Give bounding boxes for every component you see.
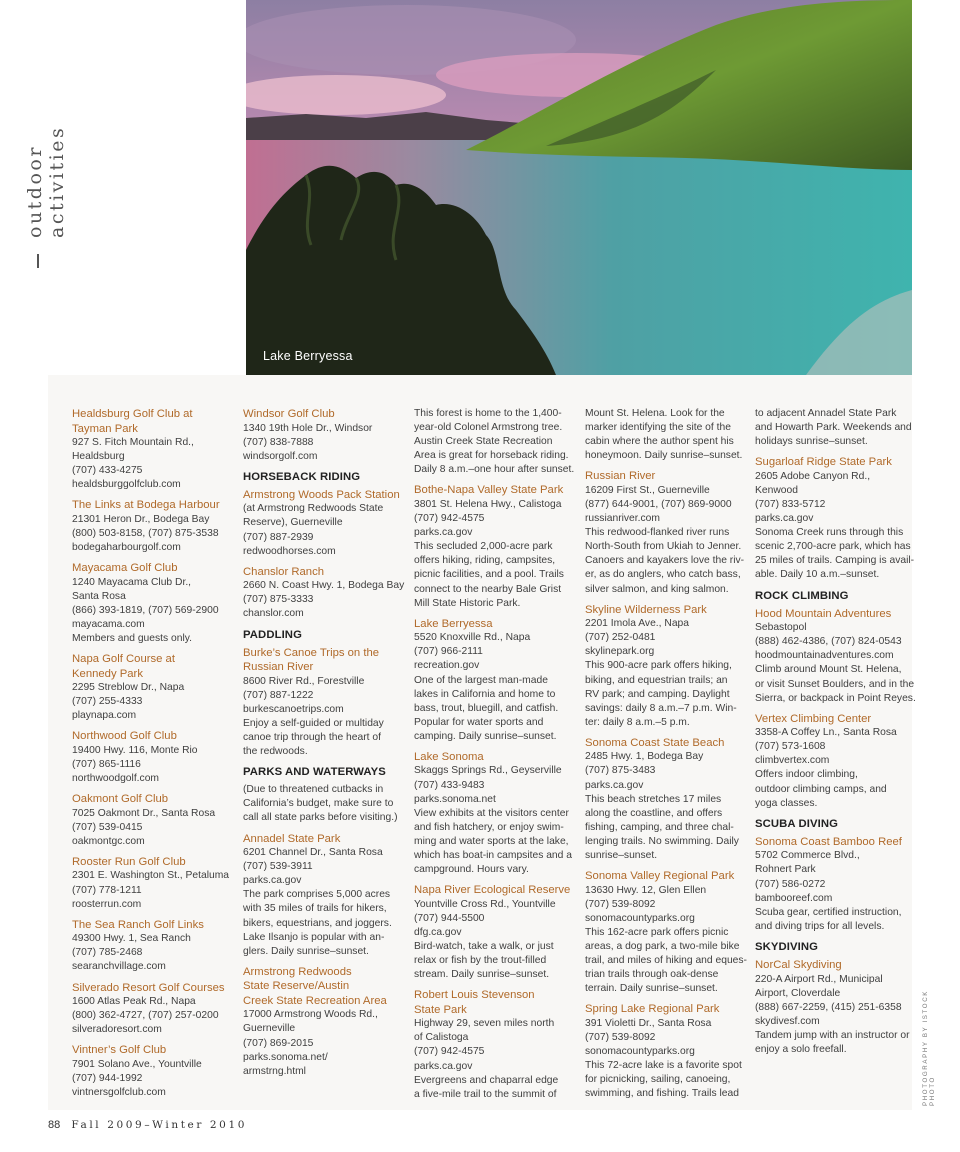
listing-detail-line: (888) 462-4386, (707) 824-0543: [755, 636, 902, 648]
listing-detail-line: This 162-acre park offers picnic: [585, 926, 729, 938]
listing-detail-line: Daily 8 a.m.–one hour after sunset.: [414, 464, 575, 476]
category-heading: HORSEBACK RIDING: [243, 470, 361, 483]
listing-detail-line: the redwoods.: [243, 746, 308, 758]
listing-detail-line: cabin where the author spent his: [585, 436, 734, 448]
listing-detail-line: (707) 865-1116: [72, 759, 141, 770]
listing-detail-line: playnapa.com: [72, 710, 137, 722]
listing-detail-line: Canoers and kayakers love the riv-: [585, 555, 745, 567]
listing-detail-line: trail, and miles of hiking and eques-: [585, 955, 747, 967]
listing-name: Vintner’s Golf Club: [72, 1044, 167, 1057]
listing-detail-line: Area is great for horseback riding.: [414, 450, 569, 462]
listing-entry: [243, 783, 405, 825]
listing-detail-line: (Due to threatened cutbacks in: [243, 784, 384, 796]
listing-detail-line: (707) 539-8092: [585, 1031, 656, 1043]
listing-detail-line: fishing, camping, and three chal-: [585, 821, 734, 833]
category-heading: SKYDIVING: [755, 940, 819, 953]
category-heading: SCUBA DIVING: [755, 817, 839, 830]
listing-name: Oakmont Golf Club: [72, 793, 169, 806]
listing-detail-line: sonomacountyparks.org: [585, 1046, 695, 1058]
listing-detail-line: roosterrun.com: [72, 898, 142, 910]
listing-entry: [755, 407, 917, 449]
listing-column-5: [755, 407, 917, 1063]
listing-name: The Sea Ranch Golf Links: [72, 918, 204, 931]
listing-detail-line: North-South from Ukiah to Jenner.: [585, 541, 742, 553]
listing-detail-line: 391 Violetti Dr., Santa Rosa: [585, 1017, 712, 1029]
listing-detail-line: (707) 433-4275: [72, 465, 143, 477]
listing-detail-line: This 900-acre park offers hiking,: [585, 660, 732, 672]
listing-detail-line: canoe trip through the heart of: [243, 732, 381, 743]
listing-detail-line: Members and guests only.: [72, 633, 192, 645]
listing-detail-line: (707) 539-3911: [243, 861, 313, 873]
listing-detail-line: terrain. Daily sunrise–sunset.: [585, 983, 718, 995]
listing-detail-line: 1340 19th Hole Dr., Windsor: [243, 422, 373, 434]
listing-detail-line: Mill State Historic Park.: [414, 597, 521, 609]
listing-detail-line: parks.ca.gov: [243, 875, 302, 887]
listing-detail-line: 17000 Armstrong Woods Rd.,: [243, 1009, 378, 1021]
listing-detail-line: dfg.ca.gov: [414, 926, 462, 938]
listing-entry: [72, 918, 234, 975]
issue-label: Fall 2009–Winter 2010: [71, 1119, 248, 1131]
listing-entry: [414, 407, 576, 477]
listing-detail-line: (800) 362-4727, (707) 257-0200: [72, 1010, 219, 1022]
listing-detail-line: marker identifying the site of the: [585, 422, 731, 434]
listing-name: Northwood Golf Club: [72, 730, 177, 743]
listing-name: Mayacama Golf Club: [72, 562, 178, 575]
listing-detail-line: 2295 Streblow Dr., Napa: [72, 682, 185, 694]
listing-detail-line: (707) 966-2111: [414, 646, 483, 658]
lake-photo: [246, 0, 912, 375]
listing-detail-line: One of the largest man-made: [414, 674, 548, 686]
listing-detail-line: sunrise–sunset.: [585, 850, 658, 862]
listing-detail-line: 21301 Heron Dr., Bodega Bay: [72, 513, 210, 525]
lake-landscape-image: [246, 0, 912, 375]
listing-detail-line: call all state parks before visiting.): [243, 812, 398, 824]
listing-entry: [414, 483, 576, 610]
listing-detail-line: (707) 573-1608: [755, 741, 826, 753]
listing-detail-line: This forest is home to the 1,400-: [414, 408, 562, 419]
listing-detail-line: Reserve), Guerneville: [243, 517, 343, 529]
listing-detail-line: sonomacountyparks.org: [585, 912, 695, 924]
listing-detail-line: yoga classes.: [755, 797, 818, 809]
listing-detail-line: silver salmon, and king salmon.: [585, 583, 729, 595]
listing-entry: [243, 832, 405, 959]
listing-detail-line: Austin Creek State Recreation: [414, 436, 553, 448]
listing-detail-line: parks.ca.gov: [585, 779, 644, 791]
listing-column-4: [585, 407, 747, 1107]
listing-detail-line: View exhibits at the visitors center: [414, 807, 569, 819]
listing-entry: [755, 607, 917, 706]
listing-column-1: [72, 407, 234, 1106]
listing-detail-line: (707) 539-8092: [585, 898, 656, 910]
listing-name: Chanslor Ranch: [243, 565, 325, 578]
listing-detail-line: 2301 E. Washington St., Petaluma: [72, 870, 230, 882]
listing-entry: [585, 1002, 747, 1101]
listing-detail-line: of Calistoga: [414, 1032, 469, 1044]
listing-detail-line: skylinepark.org: [585, 646, 655, 658]
listing-entry: [585, 869, 747, 996]
listing-detail-line: year-old Colonel Armstrong tree.: [414, 422, 563, 434]
listing-name: Vertex Climbing Center: [755, 712, 872, 725]
listing-name: Lake Berryessa: [414, 617, 493, 630]
listing-detail-line: Bird-watch, take a walk, or just: [414, 941, 554, 952]
listing-entry: [243, 407, 405, 464]
listing-entry: [72, 729, 234, 786]
listing-name: NorCal Skydiving: [755, 959, 842, 971]
listing-detail-line: (707) 778-1211: [72, 884, 142, 896]
listing-name: Tayman Park: [72, 422, 138, 435]
listing-name: Napa River Ecological Reserve: [414, 884, 571, 897]
listing-entry: [72, 407, 234, 492]
listing-detail-line: (at Armstrong Redwoods State: [243, 503, 384, 515]
listing-name: Annadel State Park: [243, 832, 341, 845]
listing-name: Burke’s Canoe Trips on the: [243, 646, 380, 659]
listing-detail-line: Guerneville: [243, 1023, 296, 1035]
listing-name: State Park: [414, 1003, 467, 1016]
listing-detail-line: bodegaharbourgolf.com: [72, 542, 181, 554]
listing-detail-line: camping. Daily sunrise–sunset.: [414, 730, 557, 742]
listing-detail-line: holidays sunrise–sunset.: [755, 436, 868, 448]
listing-name: Sonoma Coast Bamboo Reef: [755, 835, 902, 848]
listing-detail-line: silveradoresort.com: [72, 1024, 162, 1036]
listing-detail-line: russianriver.com: [585, 513, 660, 525]
listing-detail-line: chanslor.com: [243, 608, 304, 620]
listing-detail-line: Enjoy a self-guided or multiday: [243, 717, 384, 729]
listing-name: Bothe-Napa Valley State Park: [414, 484, 564, 497]
listing-detail-line: Sebastopol: [755, 622, 807, 634]
listing-detail-line: connect to the nearby Bale Grist: [414, 583, 562, 595]
listing-detail-line: This 72-acre lake is a favorite spot: [585, 1060, 742, 1072]
listing-detail-line: parks.sonoma.net/: [243, 1051, 328, 1063]
listing-detail-line: searanchvillage.com: [72, 961, 166, 973]
listing-detail-line: 3801 St. Helena Hwy., Calistoga: [414, 498, 562, 510]
listing-detail-line: enjoy a solo freefall.: [755, 1043, 847, 1055]
listing-detail-line: 3358-A Coffey Ln., Santa Rosa: [755, 727, 897, 739]
listing-detail-line: Skaggs Springs Rd., Geyserville: [414, 765, 562, 777]
listing-detail-line: 25 miles of trails. Camping is avail-: [755, 555, 915, 567]
listing-detail-line: 1600 Atlas Peak Rd., Napa: [72, 996, 196, 1008]
listing-detail-line: biking, and equestrian trails; an: [585, 674, 728, 686]
listing-entry: [414, 617, 576, 744]
listing-detail-line: Tandem jump with an instructor or: [755, 1029, 910, 1041]
listing-name: Russian River: [243, 661, 314, 674]
listing-detail-line: parks.sonoma.net: [414, 793, 496, 805]
listing-detail-line: Sierra, or backpack in Point Reyes.: [755, 692, 916, 704]
listing-detail-line: (707) 252-0481: [585, 632, 656, 644]
listing-detail-line: California’s budget, make sure to: [243, 798, 394, 810]
listing-detail-line: (707) 785-2468: [72, 947, 143, 959]
listing-detail-line: for picnicking, sailing, canoeing,: [585, 1074, 731, 1086]
listing-entry: [585, 469, 747, 596]
listing-detail-line: outdoor climbing camps, and: [755, 783, 887, 795]
listing-entry: [72, 561, 234, 646]
listing-name: Sonoma Coast State Beach: [585, 736, 725, 749]
listing-detail-line: (707) 942-4575: [414, 1046, 485, 1058]
listing-detail-line: swimming, and fishing. Trails lead: [585, 1088, 739, 1100]
category-heading: PARKS AND WATERWAYS: [243, 766, 386, 779]
listing-entry: [414, 750, 576, 877]
listing-detail-line: 2660 N. Coast Hwy. 1, Bodega Bay: [243, 580, 405, 592]
listing-detail-line: (707) 887-2939: [243, 531, 314, 543]
listing-detail-line: able. Daily 10 a.m.–sunset.: [755, 569, 880, 581]
listing-entry: [72, 1043, 234, 1100]
listing-entry: [243, 646, 405, 760]
listing-detail-line: healdsburggolfclub.com: [72, 479, 181, 491]
listing-detail-line: parks.ca.gov: [755, 513, 814, 525]
photo-caption: Lake Berryessa: [263, 349, 353, 363]
listing-detail-line: stream. Daily sunrise–sunset.: [414, 969, 550, 981]
listing-detail-line: bikers, equestrians, and joggers.: [243, 917, 392, 929]
listing-detail-line: bambooreef.com: [755, 892, 833, 904]
listing-detail-line: mayacama.com: [72, 618, 145, 630]
listing-detail-line: (707) 944-5500: [414, 912, 485, 924]
listing-detail-line: burkescanoetrips.com: [243, 703, 344, 715]
listing-detail-line: (800) 503-8158, (707) 875-3538: [72, 527, 219, 539]
listing-detail-line: (707) 875-3483: [585, 765, 656, 777]
listing-name: Skyline Wilderness Park: [585, 603, 707, 616]
listing-detail-line: a five-mile trail to the summit of: [414, 1088, 557, 1100]
section-title: outdoor activities: [24, 125, 68, 238]
listing-detail-line: 2201 Imola Ave., Napa: [585, 618, 689, 630]
listing-detail-line: (707) 586-0272: [755, 878, 826, 890]
listing-detail-line: (707) 875-3333: [243, 594, 314, 606]
category-heading: ROCK CLIMBING: [755, 589, 849, 602]
listing-detail-line: northwoodgolf.com: [72, 773, 160, 785]
listing-detail-line: RV park; and camping. Daylight: [585, 688, 730, 700]
listing-detail-line: Kenwood: [755, 484, 798, 496]
listing-name: Rooster Run Golf Club: [72, 855, 186, 868]
listing-detail-line: lenging trails. No swimming. Daily: [585, 835, 739, 847]
listing-column-2: [243, 407, 405, 1085]
listing-name: The Links at Bodega Harbour: [72, 499, 220, 512]
listing-detail-line: ming and water sports at the lake,: [414, 835, 569, 847]
listing-detail-line: relax or fish by the trout-filled: [414, 955, 547, 967]
listing-detail-line: picnic facilities, and a pool. Trails: [414, 569, 564, 581]
listing-detail-line: Scuba gear, certified instruction,: [755, 906, 902, 918]
listing-detail-line: Santa Rosa: [72, 590, 126, 602]
listing-name: Kennedy Park: [72, 667, 143, 680]
listing-entry: [72, 652, 234, 723]
listing-detail-line: trian trails through oak-dense: [585, 969, 719, 981]
listing-detail-line: 220-A Airport Rd., Municipal: [755, 973, 883, 985]
listing-detail-line: (707) 887-1222: [243, 689, 314, 701]
listing-detail-line: (707) 539-0415: [72, 821, 143, 833]
listing-name: Healdsburg Golf Club at: [72, 408, 193, 420]
photo-credit: PHOTOGRAPHY BY ISTOCK PHOTO: [922, 989, 936, 1106]
listing-detail-line: Rohnert Park: [755, 864, 816, 876]
listing-detail-line: This beach stretches 17 miles: [585, 793, 722, 805]
listing-detail-line: bass, trout, bluegill, and catfish.: [414, 702, 559, 714]
listing-detail-line: 6201 Channel Dr., Santa Rosa: [243, 847, 383, 859]
listing-entry: [414, 988, 576, 1102]
listing-detail-line: The park comprises 5,000 acres: [243, 889, 391, 901]
listing-detail-line: vintnersgolfclub.com: [72, 1087, 166, 1098]
listing-detail-line: and fish hatchery, or enjoy swim-: [414, 821, 564, 833]
listing-detail-line: offers hiking, riding, campsites,: [414, 555, 556, 567]
listing-name: Sonoma Valley Regional Park: [585, 870, 735, 883]
listing-detail-line: Airport, Cloverdale: [755, 987, 841, 999]
listing-entry: [585, 603, 747, 730]
listing-detail-line: areas, a dog park, a two-mile bike: [585, 941, 740, 952]
listing-detail-line: er, as do anglers, who catch bass,: [585, 569, 741, 581]
listing-detail-line: This secluded 2,000-acre park: [414, 541, 553, 553]
listing-detail-line: 1240 Mayacama Club Dr.,: [72, 576, 192, 588]
listing-detail-line: 19400 Hwy. 116, Monte Rio: [72, 744, 198, 756]
listing-detail-line: Mount St. Helena. Look for the: [585, 408, 725, 419]
listing-detail-line: 927 S. Fitch Mountain Rd.,: [72, 437, 194, 448]
listing-entry: [414, 883, 576, 982]
listing-detail-line: parks.ca.gov: [414, 527, 473, 539]
listing-detail-line: hoodmountainadventures.com: [755, 650, 894, 662]
listing-detail-line: which has boat-in campsites and a: [414, 850, 572, 862]
listing-name: Lake Sonoma: [414, 750, 484, 763]
listing-entry: [243, 565, 405, 622]
listing-name: Sugarloaf Ridge State Park: [755, 456, 892, 469]
listing-entry: [585, 407, 747, 463]
listing-detail-line: Yountville Cross Rd., Yountville: [414, 898, 556, 910]
listing-detail-line: campground. Hours vary.: [414, 864, 529, 876]
listing-detail-line: (877) 644-9001, (707) 869-9000: [585, 498, 732, 510]
listing-detail-line: and Howarth Park. Weekends and: [755, 422, 912, 434]
listing-detail-line: and diving trips for all levels.: [755, 920, 885, 932]
listing-detail-line: 16209 First St., Guerneville: [585, 484, 710, 496]
listing-detail-line: 8600 River Rd., Forestville: [243, 675, 365, 687]
listing-detail-line: Evergreens and chaparral edge: [414, 1074, 559, 1086]
listing-detail-line: or visit Sunset Boulders, and in the: [755, 678, 915, 690]
listing-detail-line: 13630 Hwy. 12, Glen Ellen: [585, 884, 707, 896]
listing-detail-line: (888) 667-2259, (415) 251-6358: [755, 1001, 902, 1013]
listing-entry: [755, 455, 917, 582]
listing-entry: [755, 958, 917, 1057]
listing-detail-line: recreation.gov: [414, 660, 480, 672]
listing-name: Silverado Resort Golf Courses: [72, 981, 225, 994]
section-title-rule: [37, 254, 39, 268]
listing-name: Armstrong Redwoods: [243, 965, 352, 978]
listing-detail-line: savings: daily 8 a.m.–7 p.m. Win-: [585, 702, 737, 714]
listing-detail-line: honeymoon. Daily sunrise–sunset.: [585, 450, 743, 462]
listing-entry: [72, 981, 234, 1038]
listing-entry: [72, 792, 234, 849]
listing-detail-line: (707) 944-1992: [72, 1072, 143, 1084]
listing-name: Russian River: [585, 470, 656, 483]
listing-detail-line: climbvertex.com: [755, 755, 830, 767]
listing-name: Hood Mountain Adventures: [755, 607, 892, 620]
listing-detail-line: along the coastline, and offers: [585, 807, 723, 819]
listing-detail-line: Sonoma Creek runs through this: [755, 527, 904, 539]
listing-detail-line: to adjacent Annadel State Park: [755, 408, 897, 419]
listing-name: Robert Louis Stevenson: [414, 989, 535, 1002]
listing-detail-line: (707) 255-4333: [72, 696, 143, 708]
listing-entry: [72, 498, 234, 555]
listing-detail-line: scenic 2,700-acre park, which has: [755, 541, 911, 553]
listing-detail-line: 5702 Commerce Blvd.,: [755, 850, 860, 862]
listing-name: Spring Lake Regional Park: [585, 1003, 720, 1016]
listing-detail-line: redwoodhorses.com: [243, 545, 336, 557]
listing-detail-line: oakmontgc.com: [72, 835, 145, 847]
listing-detail-line: (866) 393-1819, (707) 569-2900: [72, 604, 219, 616]
listing-detail-line: (707) 838-7888: [243, 436, 314, 448]
listing-column-3: [414, 407, 576, 1108]
page-number: 88: [48, 1119, 61, 1131]
listing-entry: [243, 488, 405, 559]
listing-detail-line: (707) 833-5712: [755, 498, 826, 510]
listing-detail-line: skydivesf.com: [755, 1015, 820, 1027]
listing-detail-line: 7901 Solano Ave., Yountville: [72, 1058, 202, 1070]
listing-detail-line: windsorgolf.com: [243, 450, 318, 462]
listing-detail-line: Offers indoor climbing,: [755, 769, 858, 781]
listing-detail-line: (707) 942-4575: [414, 513, 485, 525]
listing-name: Creek State Recreation Area: [243, 994, 387, 1007]
page-footer: [48, 1119, 247, 1131]
listing-detail-line: Climb around Mount St. Helena,: [755, 664, 902, 676]
listing-detail-line: with 35 miles of trails for hikers,: [243, 903, 387, 915]
listing-detail-line: This redwood-flanked river runs: [585, 527, 730, 539]
listing-entry: [243, 965, 405, 1079]
listing-detail-line: ter: daily 8 a.m.–5 p.m.: [585, 716, 690, 728]
listing-detail-line: (707) 433-9483: [414, 779, 485, 791]
listing-entry: [755, 712, 917, 811]
listing-detail-line: Healdsburg: [72, 451, 125, 463]
listing-detail-line: 5520 Knoxville Rd., Napa: [414, 632, 531, 644]
listing-entry: [72, 855, 234, 912]
listing-detail-line: Highway 29, seven miles north: [414, 1018, 555, 1030]
listing-detail-line: Lake Ilsanjo is popular with an-: [243, 931, 385, 943]
listing-detail-line: glers. Daily sunrise–sunset.: [243, 945, 369, 957]
listing-detail-line: Popular for water sports and: [414, 716, 544, 728]
listing-name: Windsor Golf Club: [243, 408, 335, 420]
listing-detail-line: armstrng.html: [243, 1065, 306, 1077]
listing-detail-line: 49300 Hwy. 1, Sea Ranch: [72, 933, 191, 945]
listing-entry: [585, 736, 747, 863]
listing-name: Armstrong Woods Pack Station: [243, 488, 400, 501]
listing-detail-line: 2485 Hwy. 1, Bodega Bay: [585, 751, 704, 763]
listing-entry: [755, 835, 917, 934]
listing-detail-line: lakes in California and home to: [414, 688, 556, 700]
listing-name: State Reserve/Austin: [243, 980, 350, 993]
category-heading: PADDLING: [243, 628, 302, 641]
listing-name: Napa Golf Course at: [72, 653, 175, 666]
listing-detail-line: (707) 869-2015: [243, 1037, 314, 1049]
listing-detail-line: 2605 Adobe Canyon Rd.,: [755, 470, 871, 482]
listing-detail-line: 7025 Oakmont Dr., Santa Rosa: [72, 807, 216, 819]
listing-detail-line: parks.ca.gov: [414, 1060, 473, 1072]
